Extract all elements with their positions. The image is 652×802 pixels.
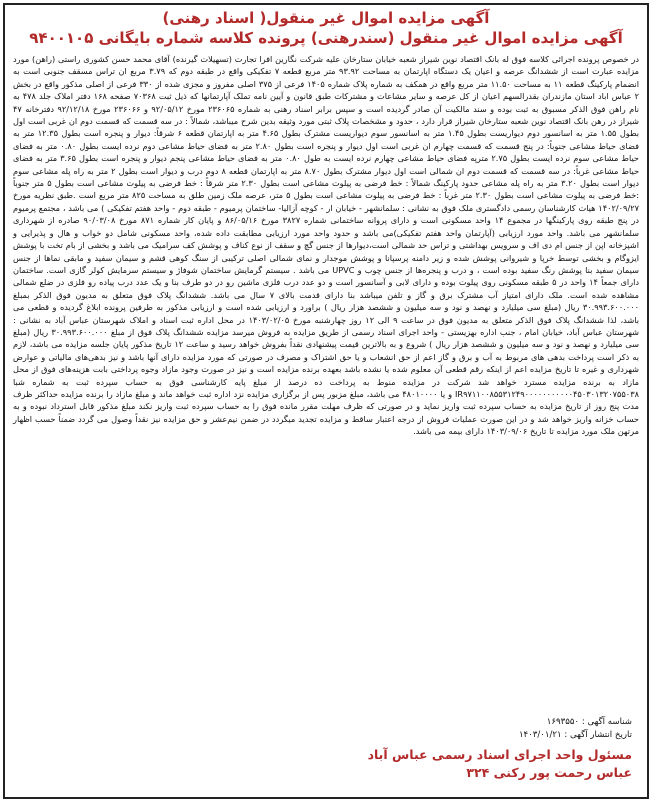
publish-date-row xyxy=(20,729,632,742)
notice-header xyxy=(0,8,652,48)
notice-body-text: در خصوص پرونده اجرائی کلاسه فوق له بانک اقتصاد نوین شیراز شعبه خیابان ستارخان علیه شرکت نگارین افرا تجارت (تسهیلات گیرنده) آقای محمد حسن کشوری راستی (راهن) مورد مزایده عبارت است از ششدانگ عرصه و اعیان یک دستگاه اپارتمان به مساحت ۹۳.۹۲ متر مربع قطعه ۷ تفکیکی واقع در طبقه دوم که ۳.۷۹ مربع ان تراس مسقف جنوبی است به انضمام پارکینگ قطعه ۱۱ به مساحت ۱۱.۵۰ متر مربع واقع در همکف به شماره پلاک شماره ۱۴۰۵ فرعی از ۳۷۵ اصلی مفروز و مجزی شده از ۳۳۰ فرعی از اصلی مذکور واقع در بخش ۲ عباس اباد استان مازندران بقدرالسهم اعیان از کل عرصه و سایر مشاعات و مشترکات طبق قانون و آیین نامه تملک آپارتمانها که ذیل ثبت ۷۰۳۶۸ صفحه ۱۶۸ دفتر املاک جلد ۴۷۸ به نام راهن فوق الذکر مسبوق به ثبت بوده و سند مالکیت آن صادر گردیده است و سپس برابر اسناد رهنی به شماره ۲۳۶۰۶۵ مورخ ۹۲/۰۵/۱۲ و ۲۳۶۰۶۶ مورخ ۹۲/۱۲/۱۸ دفترخانه ۴۷ شیراز در رهن بانک اقتصاد نوین شعبه ستارخان شیراز قرار دارد ، حدود و مشخصات پلاک ثبتی مورد وثیقه بدین شرح میباشد، شمالاً : در سه قسمت که قسمت دوم ان غربی است اول بطول ۱.۵۵ متر به اسانسور دوم دیواریست بطول ۱.۴۵ متر به اسانسور سوم دیواریست مشترک بطول ۴.۶۵ متر به اپارتمان قطعه ۶ شرقاً: دیوار و پنجره است بطول ۱۲.۳۵ متر به فضای حیاط مشاعی جنوباً: در پنج قسمت که قسمت چهارم ان غربی است اول دیوار و پنجره است بطول ۲.۸۰ متر به فضای حیاط مشاعی دوم نرده ایست بطول ۰.۸۰ متر به فضای حیاط مشاعی سوم نرده ایست بطول ۲.۷۵ مترپه فضای حیاط مشاعی چهارم نرده ایست به طول ۰.۸۰ متر به فضای حیاط مشاعی پنجم دیوار و پنجره است بطول ۳.۶۵ متر به فضای حیاط مشاعی غرباً: در سه قسمت که قسمت دوم ان شمالی است اول دیوار مشترک بطول ۸.۷۰ متر به اپارتمان قطعه ۸ دوم درب و دیوار است بطول ۲ متر به راه پله مشاعی سوم دیوار است بطول ۳.۲۰ متر به راه پله مشاعی حدود پارکینگ شمالاً : خط فرضی به پیلوت مشاعی است بطول ۲.۳۰ متر شرقاً : خط فرضی به پیلوت مشاعی است بطول ۵ متر جنوباً :خط فرضی به پیلوت مشاعی است بطول ۲.۳۰ متر غرباً : خط فرضی به پیلوت مشاعی است بطول ۵ متر، عرصه ملک زمین طلق به مساحت ۸۲۵ متر مربع است .طبق نظریه مورخ ۱۴۰۲/۰۹/۲۷ هیات کارشناسان رسمی دادگستری ملک فوق به نشانی : سلمانشهر - خیابان ار - کوچه آزالیا- ساختمان پرمیوم - طبقه دوم - واحد هفتم تفکیکی ) می باشد ، مجتمع پرمیوم در پنج طبقه روی پارکینگها در مجموع ۱۴ واحد مسکونی است و دارای پروانه ساختمانی شماره ۳۸۲۷ مورخ ۸۶/۰۵/۱۶ و پایان کار شماره ۸۷۱ مورخ ۹۰/۰۳/۰۸ صادره از شهرداری سلمانشهر می باشد. واحد مورد ارزیابی (آپارتمان واحد هفتم تفکیکی)می باشد و حدود واحد مورد ارزیابی مطابقت داده شده، واحد مسکونی شامل دو خواب و هال و پذیرایی و اشپزخانه اپن از جنس ام دی اف و سرویس بهداشتی و تراس حد شمالی است،دیوارها از جنس گچ و سقف از نوع کناف و پوشش کف سرامیک می باشد و بخشی از بام تخت با پوشش ایزوگام و بخشی توسط خرپا و شیروانی پوشش شده و زیر دامنه پرسپانا و پوشش موجدار و نمای شمالی اصلی ترکیبی از سنگ کوهی قشم و سیمان سفید و مابقی نماها از جنس سیمان سفید بنا پوشش رنگ سفید بوده است ، و درب و پنجره‌ها از جنس چوب و UPVC می باشد . سیستم گرمایش ساختمان شوفاژ و سیستم سرمایش کولر گازی است. ساختمان دارای جمعاً ۱۴ واحد در ۵ طبقه مسکونی روی پیلوت بوده و دارای لابی و آسانسور است و دو عدد درب فلزی ماشین رو در دو طرف بنا و یک عدد درب پیاده رو فلزی در ضلع شمالی مشاهده شده است. ملک دارای امتیاز آب مشترک برق و گاز و تلفن میباشد بنا دارای قدمت بالای ۷ سال می باشد. ششدانگ پلاک فوق متعلق به مدیون فوق الذکر بمبلغ ۳۰.۹۹۳.۶۰۰.۰۰۰ ریال (مبلغ سی میلیارد و نهصد و نود و سه میلیون و ششصد هزار ریال ) براورد و ارزیابی شده است و ارزیابی مذکور به طرفین پرونده ابلاغ گردیده و قطعی می باشد، لذا ششدانگ پلاک فوق الذکر متعلق به مدیون فوق در ساعت ۹ الی ۱۲ روز چهارشنبه مورخ ۱۴۰۳/۰۲/۰۵ در محل اداره ثبت اسناد و املاک شهرستان عباس آباد به نشانی : شهرستان عباس آباد، خیابان امام ، جنب اداره بهزیستی - واحد اجرای اسناد رسمی از طریق مزایده به فروش میرسد مزایده ششدانگ پلاک فوق از مبلغ ۳۰.۹۹۳.۶۰۰.۰۰۰ ریال (مبلغ سی میلیارد و نهصد و نود و سه میلیون و ششصد هزار ریال ) شروع و به بالاترین قیمت پیشنهادی نقداً بفروش خواهد رسید و ساعت ۱۲ تاریخ مذکور پایان جلسه مزایده می باشد، لازم به ذکر است پرداخت بدهی های مربوط به آب و برق و گاز اعم از حق انشعاب و یا حق اشتراک و مصرف در صورتی که مورد مزایده دارای آنها باشد و نیز بدهی‌های مالیاتی و عوارض شهرداری و غیره تا تاریخ مزایده اعم از اینکه رقم قطعی آن معلوم شده یا نشده باشد بعهده برنده مزایده است و نیز در صورت وجود مازاد وجوه پرداختی بابت هزینه‌های فوق از محل مازاد به برنده مزایده مسترد خواهد شد شرکت در مزایده منوط به پرداخت ده درصد از مبلغ پایه کارشناسی فوق به حساب سپرده ثبت به شماره شبا IR۹۷۱۱۰۰۸۵۵۳۱۲۴۹۰۰۰۰۰۰۰۰۰۰۰۴۵۰۳۰۱۳۲۰۷۵۵۰۳۸ و یا ۴۸۰۱۰۰۰۰ می باشد، مبلغ مزبور پس از برگزاری مزایده نزد اداره ثبت خواهد ماند و مبلغ مازاد را برنده مزایده حداکثر ظرف مدت پنج روز از تاریخ مزایده به حساب سپرده ثبت واریز نماید و در صورتی که ظرف مهلت مقرر مانده فوق را به حساب سپرده ثبت واریز نکند مبلغ مذکور قابل استرداد نبوده و به حساب خزانه واریز خواهد شد و در این صورت عملیات فروش از درجه اعتبار ساقط و مزایده تجدید میگردد در ضمن نیم‌عشر و حق مزایده نیز نقداً وصول می گردد ضمناً حسب اظهار مرتهن ملک مورد مزایده تا تاریخ ۱۴۰۳/۰۹/۰۶ دارای بیمه می باشد. xyxy=(13,54,640,437)
publish-date-label: تاریخ انتشار آگهی : xyxy=(564,730,632,740)
notice-id-value: ۱۶۹۳۵۵۰ xyxy=(546,717,580,727)
signature-office: مسئول واحد اجرای اسناد رسمی عباس آباد xyxy=(367,747,632,762)
notice-title-line-1: آگهی مزایده اموال غیر منقول( اسناد رهنی) xyxy=(162,9,490,27)
signature-name: عباس رحمت پور رکنی ۳۲۴ xyxy=(466,765,632,780)
notice-title-line-2: آگهی مزایده اموال غیر منقول (سندرهنی) پرونده کلاسه شماره بایگانی ۹۴۰۰۱۰۵ xyxy=(29,29,623,47)
publish-date-value: ۱۴۰۳/۰۱/۲۱ xyxy=(518,730,562,740)
notice-id-label: شناسه آگهی : xyxy=(581,717,632,727)
signature-block xyxy=(20,746,632,782)
notice-id-row xyxy=(20,716,632,729)
